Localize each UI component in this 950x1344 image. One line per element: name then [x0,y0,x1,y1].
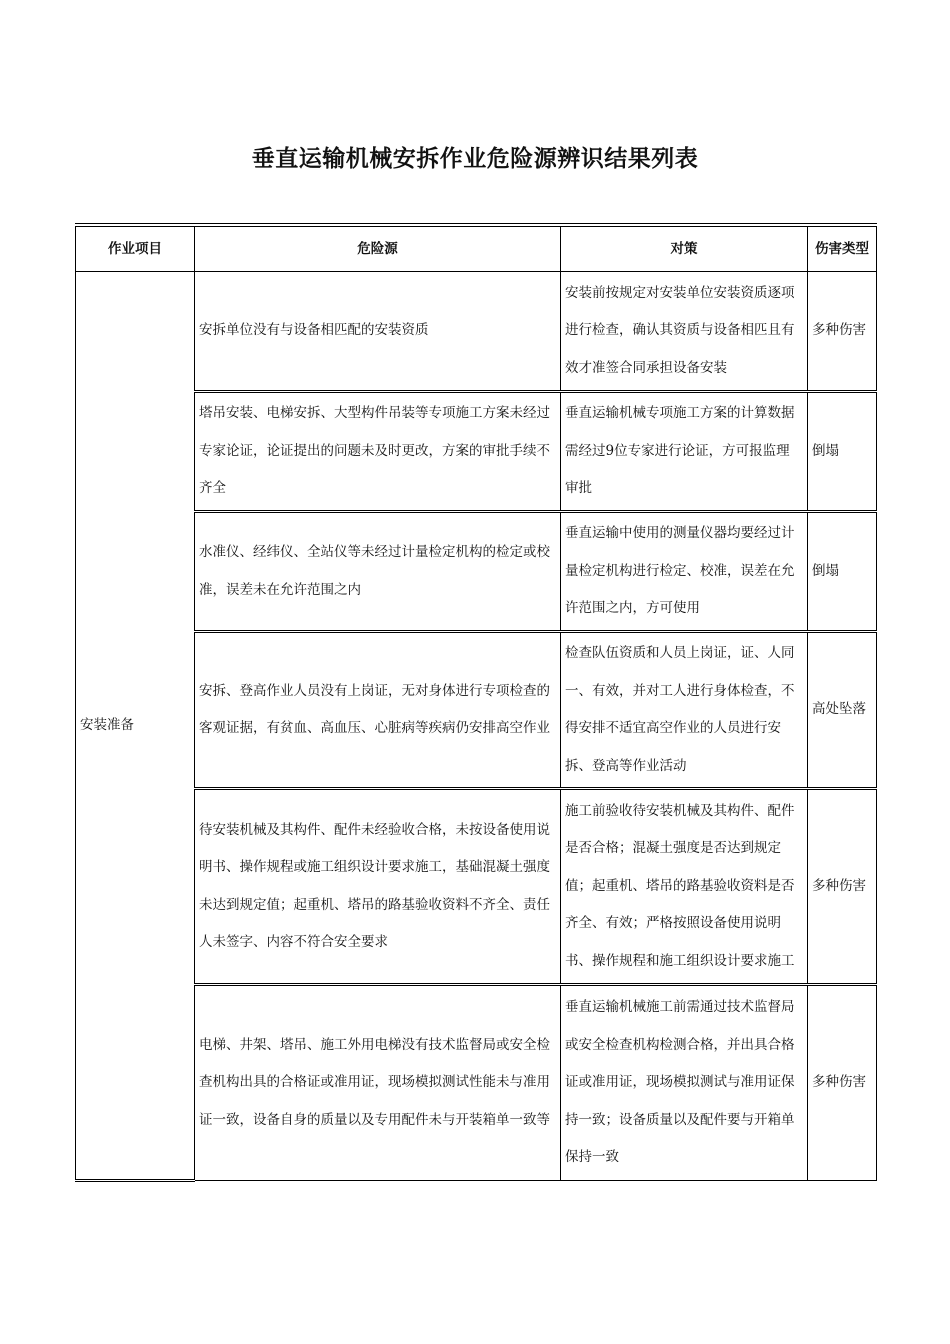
hazard-cell: 电梯、井架、塔吊、施工外用电梯没有技术监督局或安全检查机构出具的合格证或准用证，现场模拟测试性能未与准用证一致，设备自身的质量以及专用配件未与开装箱单一致等 [195,985,561,1181]
header-measure: 对策 [561,225,808,272]
table-row [76,985,877,1181]
measure-cell: 垂直运输中使用的测量仪器均要经过计量检定机构进行检定、校准，误差在允许范围之内，方可使用 [561,512,808,632]
measure-cell: 垂直运输机械施工前需通过技术监督局或安全检查机构检测合格，并出具合格证或准用证，现场模拟测试与准用证保持一致；设备质量以及配件要与开箱单保持一致 [561,985,808,1181]
harm-cell: 高处坠落 [808,632,877,789]
measure-cell: 检查队伍资质和人员上岗证，证、人同一、有效，并对工人进行身体检查，不得安排不适宜高空作业的人员进行安拆、登高等作业活动 [561,632,808,789]
header-harm: 伤害类型 [808,225,877,272]
measure-cell: 垂直运输机械专项施工方案的计算数据需经过9位专家进行论证，方可报监理审批 [561,392,808,512]
header-stage: 作业项目 [76,225,195,272]
harm-cell: 倒塌 [808,512,877,632]
table-header-row [76,225,877,272]
harm-cell: 多种伤害 [808,789,877,985]
table-row [76,272,877,392]
page-title: 垂直运输机械安拆作业危险源辨识结果列表 [251,146,699,172]
table-row [76,512,877,632]
table-row [76,392,877,512]
measure-cell: 施工前验收待安装机械及其构件、配件是否合格；混凝土强度是否达到规定值；起重机、塔吊的路基验收资料是否齐全、有效；严格按照设备使用说明书、操作规程和施工组织设计要求施工 [561,789,808,985]
hazard-cell: 待安装机械及其构件、配件未经验收合格，未按设备使用说明书、操作规程或施工组织设计要求施工，基础混凝土强度未达到规定值；起重机、塔吊的路基验收资料不齐全、责任人未签字、内容不符合安全要求 [195,789,561,985]
stage-cell: 安装准备 [76,272,195,1181]
table-row [76,789,877,985]
hazard-cell: 塔吊安装、电梯安拆、大型构件吊装等专项施工方案未经过专家论证，论证提出的问题未及时更改，方案的审批手续不齐全 [195,392,561,512]
header-hazard: 危险源 [195,225,561,272]
measure-cell: 安装前按规定对安装单位安装资质逐项进行检查，确认其资质与设备相匹且有效才准签合同承担设备安装 [561,272,808,392]
harm-cell: 倒塌 [808,392,877,512]
hazard-cell: 水准仪、经纬仪、全站仪等未经过计量检定机构的检定或校准，误差未在允许范围之内 [195,512,561,632]
hazard-table [75,223,877,1182]
hazard-cell: 安拆、登高作业人员没有上岗证，无对身体进行专项检查的客观证据，有贫血、高血压、心脏病等疾病仍安排高空作业 [195,632,561,789]
harm-cell: 多种伤害 [808,985,877,1181]
table-row [76,632,877,789]
harm-cell: 多种伤害 [808,272,877,392]
hazard-cell: 安拆单位没有与设备相匹配的安装资质 [195,272,561,392]
